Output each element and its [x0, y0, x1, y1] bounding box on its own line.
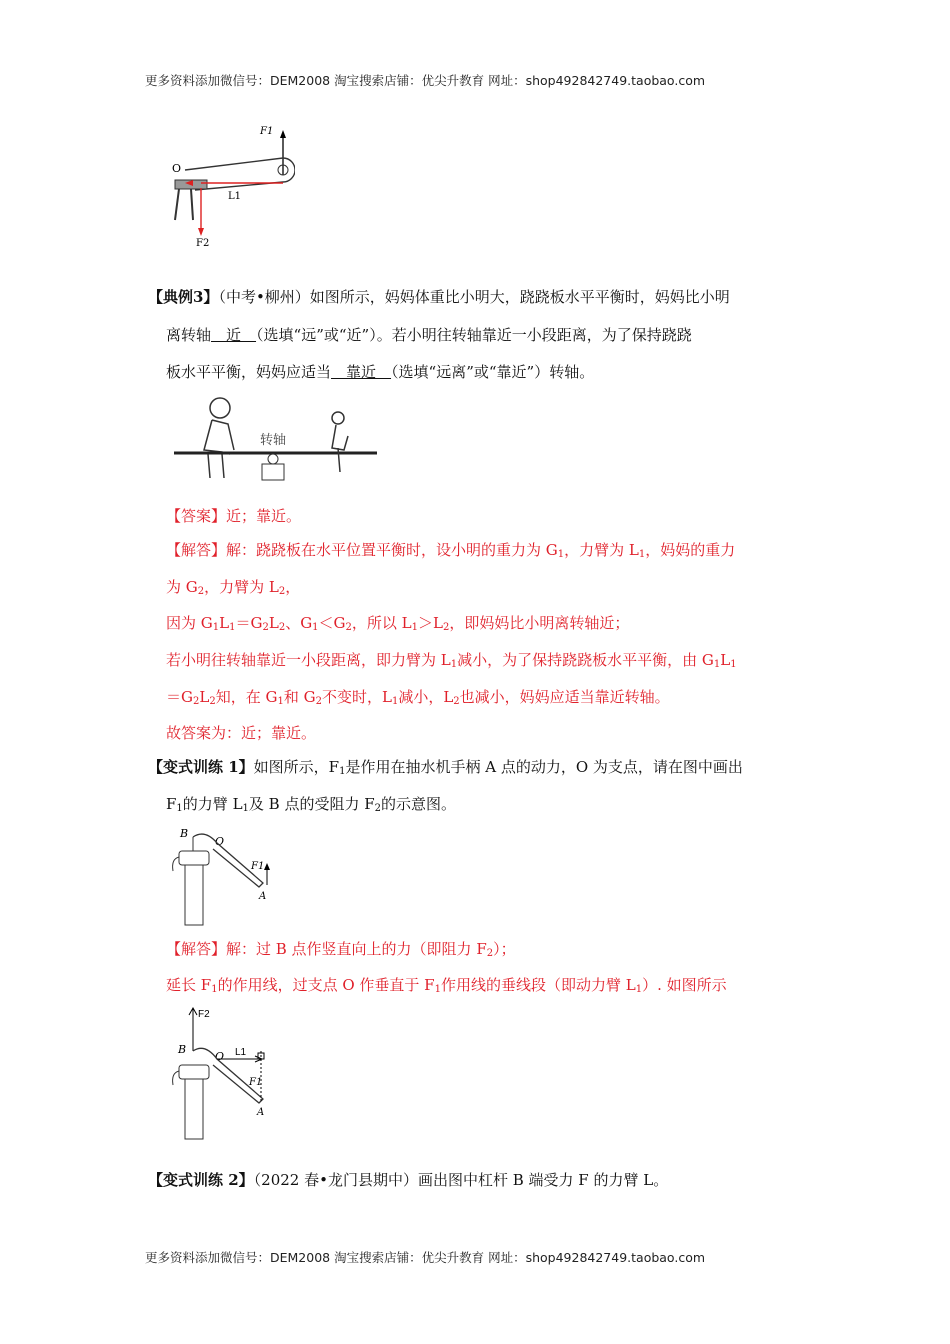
label-a: A [257, 1107, 265, 1118]
subscript: 2 [209, 696, 216, 707]
subscript: 1 [450, 659, 458, 670]
text-segment: 是作用在抽水机手柄 A 点的动力，O 为支点，请在图中画出 [345, 758, 743, 776]
subscript: 1 [411, 622, 419, 633]
text-line [166, 975, 727, 995]
pump-figure [165, 823, 275, 928]
text-segment: （选填“远”或“近”）。若小明往转轴靠近一小段距离，为了保持跷跷 [256, 326, 692, 344]
text-segment: L [720, 651, 731, 669]
text-line [166, 577, 300, 597]
subscript: 1 [229, 622, 236, 633]
subscript: 2 [442, 622, 450, 633]
label-o: O [215, 835, 225, 848]
subscript: 2 [486, 948, 494, 959]
page-header: 更多资料添加微信号：DEM2008 淘宝搜索店铺：优尖升教育 网址：shop492842749.taobao.com [145, 73, 706, 88]
text-line [148, 287, 730, 307]
text-segment: （2022 春•龙门县期中）画出图中杠杆 B 端受力 F 的力臂 L。 [253, 1171, 669, 1189]
text-line [148, 757, 743, 777]
text-segment: L [268, 614, 279, 632]
subscript: 1 [713, 659, 721, 670]
subscript: 1 [391, 696, 399, 707]
text-segment: ）. 如图所示 [642, 976, 727, 994]
text-segment: 板水平平衡，妈妈应适当 [166, 363, 332, 381]
text-segment: 如图所示，F [253, 758, 340, 776]
page-footer: 更多资料添加微信号：DEM2008 淘宝搜索店铺：优尖升教育 网址：shop492842749.taobao.com [145, 1250, 706, 1265]
seesaw-figure [172, 392, 380, 482]
subscript: 1 [312, 622, 319, 633]
pivot-label: 转轴 [260, 433, 287, 448]
subscript: 1 [434, 984, 441, 995]
text-line [166, 939, 516, 959]
text-segment: 的力臂 L [182, 795, 243, 813]
text-segment: 【解答】解：过 B 点作竖直向上的力（即阻力 F [166, 940, 487, 958]
text-segment: 的示意图。 [381, 795, 457, 813]
text-segment: 减小，为了保持跷跷板水平平衡，由 G [457, 651, 714, 669]
subscript: 2 [453, 696, 460, 707]
subscript: 1 [730, 659, 737, 670]
text-segment: ，力臂为 L [564, 541, 639, 559]
text-line [148, 1170, 668, 1190]
text-segment: 及 B 点的受阻力 F [248, 795, 375, 813]
text-segment: 若小明往转轴靠近一小段距离，即力臂为 L [166, 651, 451, 669]
text-line [166, 613, 629, 633]
subscript: 1 [176, 803, 183, 814]
text-segment: ，所以 L [351, 614, 412, 632]
label-o: O [215, 1050, 225, 1063]
subscript: 1 [557, 549, 565, 560]
subscript: 1 [339, 766, 346, 777]
label-f1: F1 [251, 861, 265, 872]
text-segment: ，即妈妈比小明离转轴近； [449, 614, 630, 632]
label-f2: F2 [196, 238, 210, 249]
text-line [166, 362, 594, 382]
text-segment: ＝G [166, 688, 193, 706]
label-f1: F1 [249, 1077, 263, 1088]
text-segment: 减小，L [398, 688, 454, 706]
text-segment: 【答案】近；靠近。 [166, 507, 302, 525]
text-line [166, 687, 670, 707]
label-l1: L1 [235, 1047, 247, 1058]
label-b: B [178, 1043, 187, 1056]
text-line [166, 723, 316, 743]
text-segment: F [166, 795, 177, 813]
text-segment: 的作用线，过支点 O 作垂直于 F [217, 976, 435, 994]
text-segment: 故答案为：近；靠近。 [166, 724, 317, 742]
subscript: 2 [262, 622, 269, 633]
text-line [166, 794, 456, 814]
text-segment: 作用线的垂线段（即动力臂 L [440, 976, 636, 994]
subscript: 2 [315, 696, 322, 707]
text-segment: ＝G [235, 614, 263, 632]
label-f2: F2 [198, 1009, 210, 1020]
subscript: 1 [635, 984, 643, 995]
subscript: 1 [211, 984, 218, 995]
text-segment: 【典例3】 [148, 288, 219, 306]
text-segment: 【变式训练 2】 [148, 1171, 254, 1189]
subscript: 2 [278, 622, 286, 633]
text-segment: ， [285, 578, 301, 596]
label-o: O [172, 162, 182, 175]
subscript: 1 [638, 549, 646, 560]
subscript: 1 [212, 622, 220, 633]
subscript: 2 [374, 803, 382, 814]
label-b: B [180, 827, 189, 840]
text-segment: ）； [493, 940, 516, 958]
label-l1: L1 [228, 191, 242, 202]
text-segment: 【变式训练 1】 [148, 758, 254, 776]
lever-figure [165, 120, 295, 252]
text-line [166, 650, 737, 670]
text-segment: 也减小，妈妈应适当靠近转轴。 [459, 688, 670, 706]
subscript: 2 [197, 586, 205, 597]
text-segment: ，妈妈的重力 [645, 541, 736, 559]
pump-answer-figure [165, 1003, 275, 1143]
text-segment: 因为 G [166, 614, 213, 632]
text-segment: ，力臂为 L [204, 578, 279, 596]
text-segment: ＜G [318, 614, 346, 632]
answer-blank: 靠近 [331, 363, 392, 381]
text-segment: L [219, 614, 230, 632]
answer-blank: 近 [211, 326, 257, 344]
subscript: 2 [192, 696, 200, 707]
text-segment: 和 G [283, 688, 316, 706]
subscript: 2 [278, 586, 286, 597]
text-line [166, 506, 301, 526]
text-segment: L [199, 688, 210, 706]
subscript: 1 [242, 803, 249, 814]
text-segment: 延长 F [166, 976, 212, 994]
subscript: 1 [277, 696, 284, 707]
text-segment: 离转轴 [166, 326, 212, 344]
label-f1: F1 [260, 126, 274, 137]
text-segment: （中考•柳州）如图所示，妈妈体重比小明大，跷跷板水平平衡时，妈妈比小明 [218, 288, 730, 306]
text-segment: （选填“远离”或“靠近”）转轴。 [391, 363, 595, 381]
label-a: A [259, 891, 267, 902]
text-segment: 【解答】解：跷跷板在水平位置平衡时，设小明的重力为 G [166, 541, 558, 559]
subscript: 2 [345, 622, 352, 633]
text-line [166, 540, 735, 560]
text-line [166, 325, 692, 345]
text-segment: 为 G [166, 578, 198, 596]
text-segment: ＞L [418, 614, 443, 632]
text-segment: 知，在 G [215, 688, 278, 706]
text-segment: 不变时，L [321, 688, 392, 706]
text-segment: 、G [285, 614, 313, 632]
